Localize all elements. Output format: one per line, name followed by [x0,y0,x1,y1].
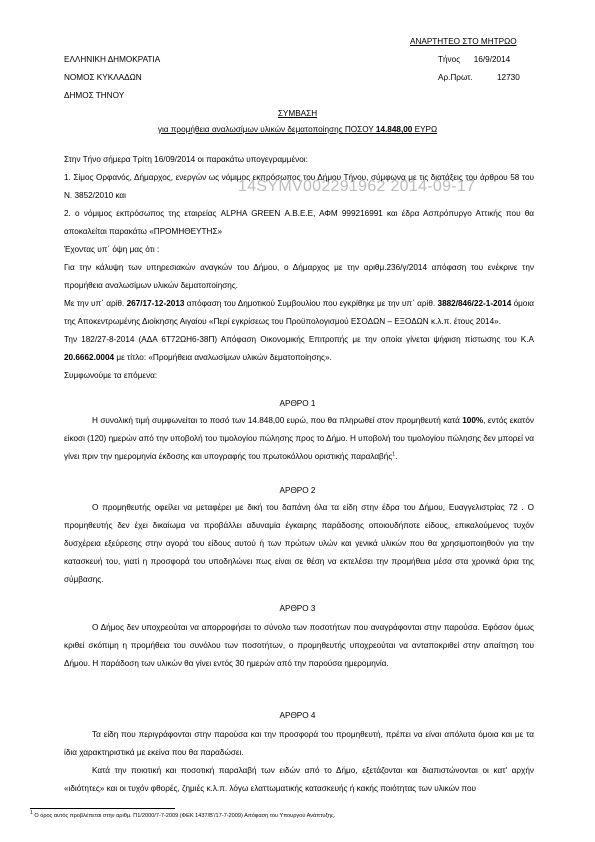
party-1: 1. Σίμος Ορφανός, Δήμαρχος, ενεργών ως νόμιμος εκπρόσωπος του Δήμου Τήνου, σύμφωνα με τις διατάξεις του άρθρου 58 του Ν. 3852/2010 και [64,173,534,200]
place-date: Τήνος 16/9/2014 [438,55,511,64]
article-3-heading: ΑΡΘΡΟ 3 [279,604,316,613]
protocol-label: Αρ.Πρωτ. [438,73,473,82]
article-1-heading: ΑΡΘΡΟ 1 [279,399,316,408]
footnote-rule [30,808,175,809]
council-decision: Με την υπ΄ αρίθ. 267/17-12-2013 απόφαση του Δημοτικού Συμβουλίου που εγκρίθηκε με την υπ΄ αρίθ. 3882/846/22-1-2014 όμοια της Αποκεντρωμένης Διοίκησης Αιγαίου «Περί εγκρίσεως του Προϋπολογισμού ΕΣΟΔΩΝ – ΕΞΟΔΩΝ κ.λ.π. έτους 2014». [64,299,534,326]
intro-line: Στην Τήνο σήμερα Τρίτη 16/09/2014 οι παρακάτω υπογεγραμμένοι: [64,155,308,164]
agreement-line: Συμφωνούμε τα επόμενα: [64,371,158,380]
article-3-text: Ο Δήμος δεν υποχρεούται να απορροφήσει το σύνολο των ποσοτήτων που αναγράφονται στην παρούσα. Εφόσον όμως κριθεί σκόπιμη η προμήθεια του συνόλου των ποσοτήτων, ο προμηθευτής υποχρεούται να ανταποκριθεί στην απαίτηση του Δήμου. Η παράδοση των υλικών θα γίνει εντός 30 ημερών από την παρούσα ημερομηνία. [64,623,534,668]
article-4-text-2: Κατά την ποιοτική και ποσοτική παραλαβή των ειδών από το Δήμο, εξετάζονται και διαπιστώνονται οι κατ' αρχήν «ιδιότητες» και οι τυχόν φθορές, ζημιές κ.λ.π. λόγω ελαττωματικής κατασκευής ή κακής ποιότητας των υλικών που [64,766,534,793]
article-4-text-1: Τα είδη που περιγράφονται στην παρούσα και την προσφορά του προμηθευτή, πρέπει να είναι απόλυτα όμοια και με τα ίδια χαρακτηριστικά με εκείνα που θα παραδώσει. [64,730,534,757]
org-line-2: ΝΟΜΟΣ ΚΥΚΛΑΔΩΝ [64,73,142,82]
document-title: ΣΥΜΒΑΣΗ [277,109,318,118]
mayor-decision: Για την κάλυψη των υπηρεσιακών αναγκών του Δήμου, ο Δήμαρχος με την αριθμ.236/γ/2014 απόφαση του ενέκρινε την προμήθεια αναλωσίμων υλικών δεματοποίησης. [64,263,534,290]
intro-paragraph [64,151,534,385]
party-2: 2. ο νόμιμος εκπρόσωπος της εταιρείας ALPHA GREEN Α.Β.Ε.Ε, ΑΦΜ 999216991 και έδρα Ασπρόπυργο Αττικής που θα αποκαλείται παρακάτω «ΠΡΟΜΗΘΕΥΤΗΣ» [64,209,534,236]
article-4-heading: ΑΡΘΡΟ 4 [279,711,316,720]
protocol-number: 12730 [497,73,520,82]
footnote: $^1$ Ο όρος αυτός προβλέπεται στην αριθμ. Π1/2000/7-7-2009 (ΦΕΚ 1437/Β'/17-7-2009) Απόφαση του Υπουργού Ανάπτυξης. [30,810,336,819]
posting-note: ΑΝΑΡΤΗΤΕΟ ΣΤΟ ΜΗΤΡΩΟ [410,37,517,46]
article-1-text: Η συνολική τιμή συμφωνείται το ποσό των 14.848,00 ευρώ, που θα πληρωθεί στον προμηθευτή κατά 100%, εντός εκατόν είκοσι (120) ημερών από την υποβολή του τιμολογίου πώλησης προς το Δήμο. Η υποβολή του τιμολογίου πώλησης δεν μπορεί να γίνει πριν την ημερομηνία έκδοσης και υπογραφής του πρωτοκόλλου οριστικής παραλαβής$^1$. [64,416,535,461]
org-line-3: ΔΗΜΟΣ ΤΗΝΟΥ [64,91,125,100]
org-line-1: ΕΛΛΗΝΙΚΗ ΔΗΜΟΚΡΑΤΙΑ [64,55,161,64]
having-in-mind: Έχοντας υπ΄ όψη μας ότι : [64,245,160,254]
footnote-reference: 1 [392,451,396,458]
document-subtitle: για προμήθεια αναλωσίμων υλικών δεματοποίησης ΠΟΣΟΥ 14.848,00 ΕΥΡΩ [157,125,438,134]
article-2-heading: ΑΡΘΡΟ 2 [279,486,316,495]
article-2-text: Ο προμηθευτής οφείλει να μεταφέρει με δική του δαπάνη όλα τα είδη στην έδρα του Δήμου, Ευαγγελιστρίας 72 . Ο προμηθευτής δεν έχει δικαίωμα να προβάλλει αδυναμία έγκαιρης παράδοσης οποιουδήποτε είδους, επικαλούμενος τυχόν δυσχέρεια εξεύρεσης στην αγορά του είδους αυτού ή των πρώτων υλών και γενικά υλικών που θα χρησιμοποιηθούν για την κατασκευή του, γιατί η προσφορά του υποδηλώνει πως είναι σε θέση να εκτελέσει την προμήθεια μέσα στα χρονικά όρια της σύμβασης. [64,503,534,584]
committee-decision: Την 182/27-8-2014 (ΑΔΑ 6Τ72ΩΗ6-38Π) Απόφαση Οικονομικής Επιτροπής με την οποία γίνεται ψήφιση πίστωσης του Κ.Α 20.6662.0004 με τίτλο: «Προμήθεια αναλωσίμων υλικών δεματοποίησης». [64,335,534,362]
registry-watermark: 14SYMV002291962 2014-09-17 [238,178,476,195]
